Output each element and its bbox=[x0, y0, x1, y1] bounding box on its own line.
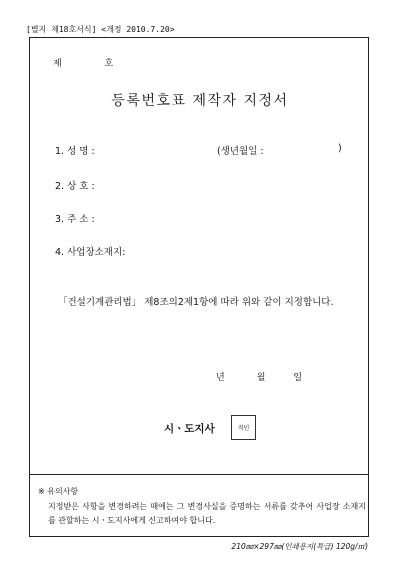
field-trade-name-label: 2. 상 호 : bbox=[55, 181, 95, 192]
field-office-location-label: 4. 사업장소재지: bbox=[55, 247, 126, 258]
notice-title: ※ 유의사항 bbox=[38, 487, 79, 496]
field-name-label: 1. 성 명 : bbox=[55, 146, 95, 157]
official-seal-box bbox=[231, 415, 256, 440]
seal-label: 직인 bbox=[237, 425, 250, 432]
signer-title: 시ㆍ도지사 bbox=[164, 423, 215, 435]
form-header: [별지 제18호서식] <개정 2010.7.20> bbox=[26, 25, 175, 34]
field-address-label: 3. 주 소 : bbox=[55, 214, 95, 225]
document-number-label: 제 호 bbox=[53, 59, 134, 69]
date-year-label: 년 bbox=[216, 373, 225, 383]
notice-divider bbox=[29, 474, 369, 475]
paper-spec-footer: 210㎜×297㎜(인쇄용지(특급) 120g/㎡) bbox=[231, 542, 368, 551]
field-birthdate-label: (생년월일 : bbox=[217, 146, 264, 157]
designation-statement: 「건설기계관리법」 제8조의2제1항에 따라 위와 같이 지정합니다. bbox=[58, 297, 334, 308]
date-day-label: 일 bbox=[293, 373, 303, 383]
field-birthdate-close: ) bbox=[338, 143, 342, 154]
notice-body: 지정받은 사항을 변경하려는 때에는 그 변경사실을 증명하는 서류를 갖추어 사업장 소재지를 관할하는 시ㆍ도지사에게 신고하여야 합니다. bbox=[48, 502, 366, 525]
date-month-label: 월 bbox=[256, 373, 266, 383]
form-frame bbox=[29, 37, 369, 537]
issue-date bbox=[216, 370, 302, 383]
document-title: 등록번호표 제작자 지정서 bbox=[111, 93, 289, 109]
